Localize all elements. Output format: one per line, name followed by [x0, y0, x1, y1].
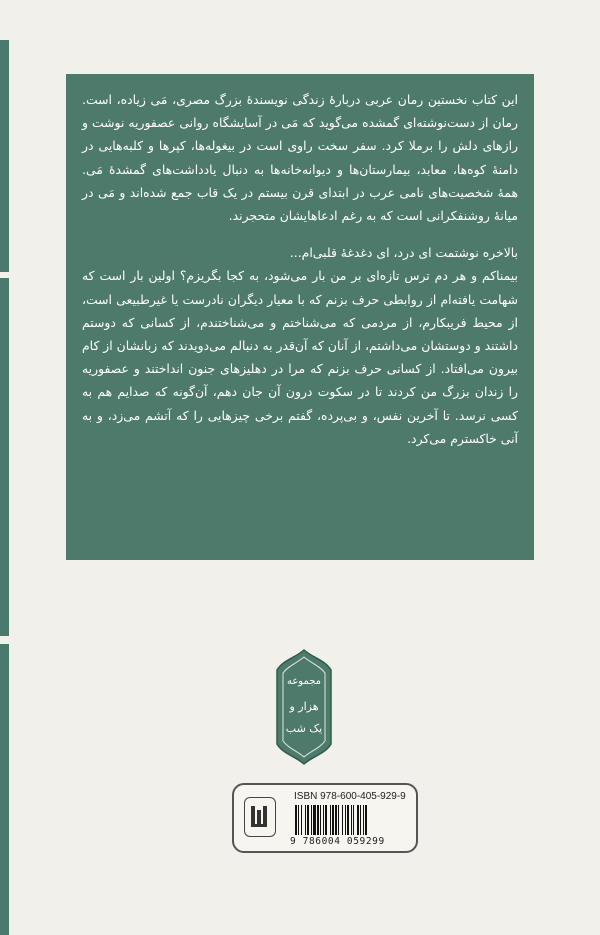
- blurb-quote-opening: بالاخره نوشتمت ای درد، ای دغدغهٔ قلبی‌ام...: [289, 245, 518, 261]
- barcode-bar: [323, 805, 324, 835]
- barcode-bar: [320, 805, 321, 835]
- barcode-bar: [301, 805, 302, 835]
- barcode-bar: [330, 805, 331, 835]
- barcode-bar: [351, 805, 352, 835]
- side-tab-middle: [0, 278, 9, 636]
- isbn-label: ISBN 978-600-405-929-9: [294, 791, 406, 802]
- barcode-bar: [325, 805, 327, 835]
- barcode-bar: [332, 805, 334, 835]
- barcode-bar: [305, 805, 306, 835]
- back-cover-blurb-panel: [66, 74, 534, 560]
- side-tab-top: [0, 40, 9, 272]
- barcode-bar: [365, 805, 367, 835]
- barcode-bar: [363, 805, 364, 835]
- blurb-paragraph-1: این کتاب نخستین رمان عربی دربارهٔ زندگی نویسندهٔ بزرگ مصری، مَی زیاده، است. رمان از دست‌نوشته‌ای گمشده می‌گوید که مَی در آسایشگاه روانی عصفوریه نوشت و رازهای دلش را برملا کرد. سفر سخت راوی است در بیغوله‌ها، کپرها و کلبه‌هایی در دامنهٔ کوه‌ها، معابد، بیمارستان‌ها و دیوانه‌خانه‌ها به دنبال یادداشت‌های گمشدهٔ مَی. همهٔ شخصیت‌های نامی عرب در ابتدای قرن بیستم در یک قاب جمع شده‌اند و مَی در میانهٔ روشنفکرانی است که به رغم ادعاهایشان متحجرند.: [82, 92, 518, 224]
- barcode: [294, 805, 408, 835]
- barcode-bar: [357, 805, 359, 835]
- barcode-bar: [342, 805, 343, 835]
- barcode-bar: [307, 805, 309, 835]
- barcode-bar: [313, 805, 316, 835]
- barcode-bar: [345, 805, 346, 835]
- barcode-bar: [295, 805, 297, 835]
- barcode-bar: [298, 805, 299, 835]
- barcode-digits: 9 786004 059299: [290, 836, 385, 847]
- barcode-bar: [311, 805, 312, 835]
- barcode-bar: [360, 805, 361, 835]
- publisher-logo-icon: [244, 797, 276, 837]
- barcode-bar: [335, 805, 337, 835]
- barcode-bar: [338, 805, 339, 835]
- blurb-paragraph-2: بیمناکم و هر دم ترس تازه‌ای بر من بار می‌شود، به کجا بگریزم؟ اولین بار است که شهامت یافته‌ام از روابطی حرف بزنم که با معیار دیگران نادرست یا غیرطبیعی است، از محیط فریبکارم، از مردمی که می‌شناختم و می‌شناختندم، از کسانی که دوستم داشتند و دوستشان می‌داشتم، از آنان که آن‌قدر به دنبالم می‌دویدند که زبانشان از کام بیرون می‌افتاد. از کسانی حرف بزنم که مرا در دهلیزهای جنون انداختند و عصفوریه را زندان بزرگ من کردند تا در سکوت درون آن جان دهم، آن‌گونه که صدایم هم به کسی نرسد. تا آخرین نفس، و بی‌پرده، گفتم برخی چیزهایی را که آتشم می‌زد، و به آنی خاکسترم می‌کرد.: [82, 268, 518, 446]
- emblem-name-line1: هزار و: [289, 700, 319, 713]
- side-tab-bottom: [0, 644, 9, 935]
- barcode-bar: [353, 805, 354, 835]
- series-emblem: [273, 648, 335, 766]
- emblem-name-line2: یک شب: [285, 722, 323, 735]
- barcode-bar: [317, 805, 319, 835]
- isbn-box: [232, 783, 418, 853]
- barcode-bar: [347, 805, 349, 835]
- emblem-top-text: مجموعه: [286, 676, 322, 687]
